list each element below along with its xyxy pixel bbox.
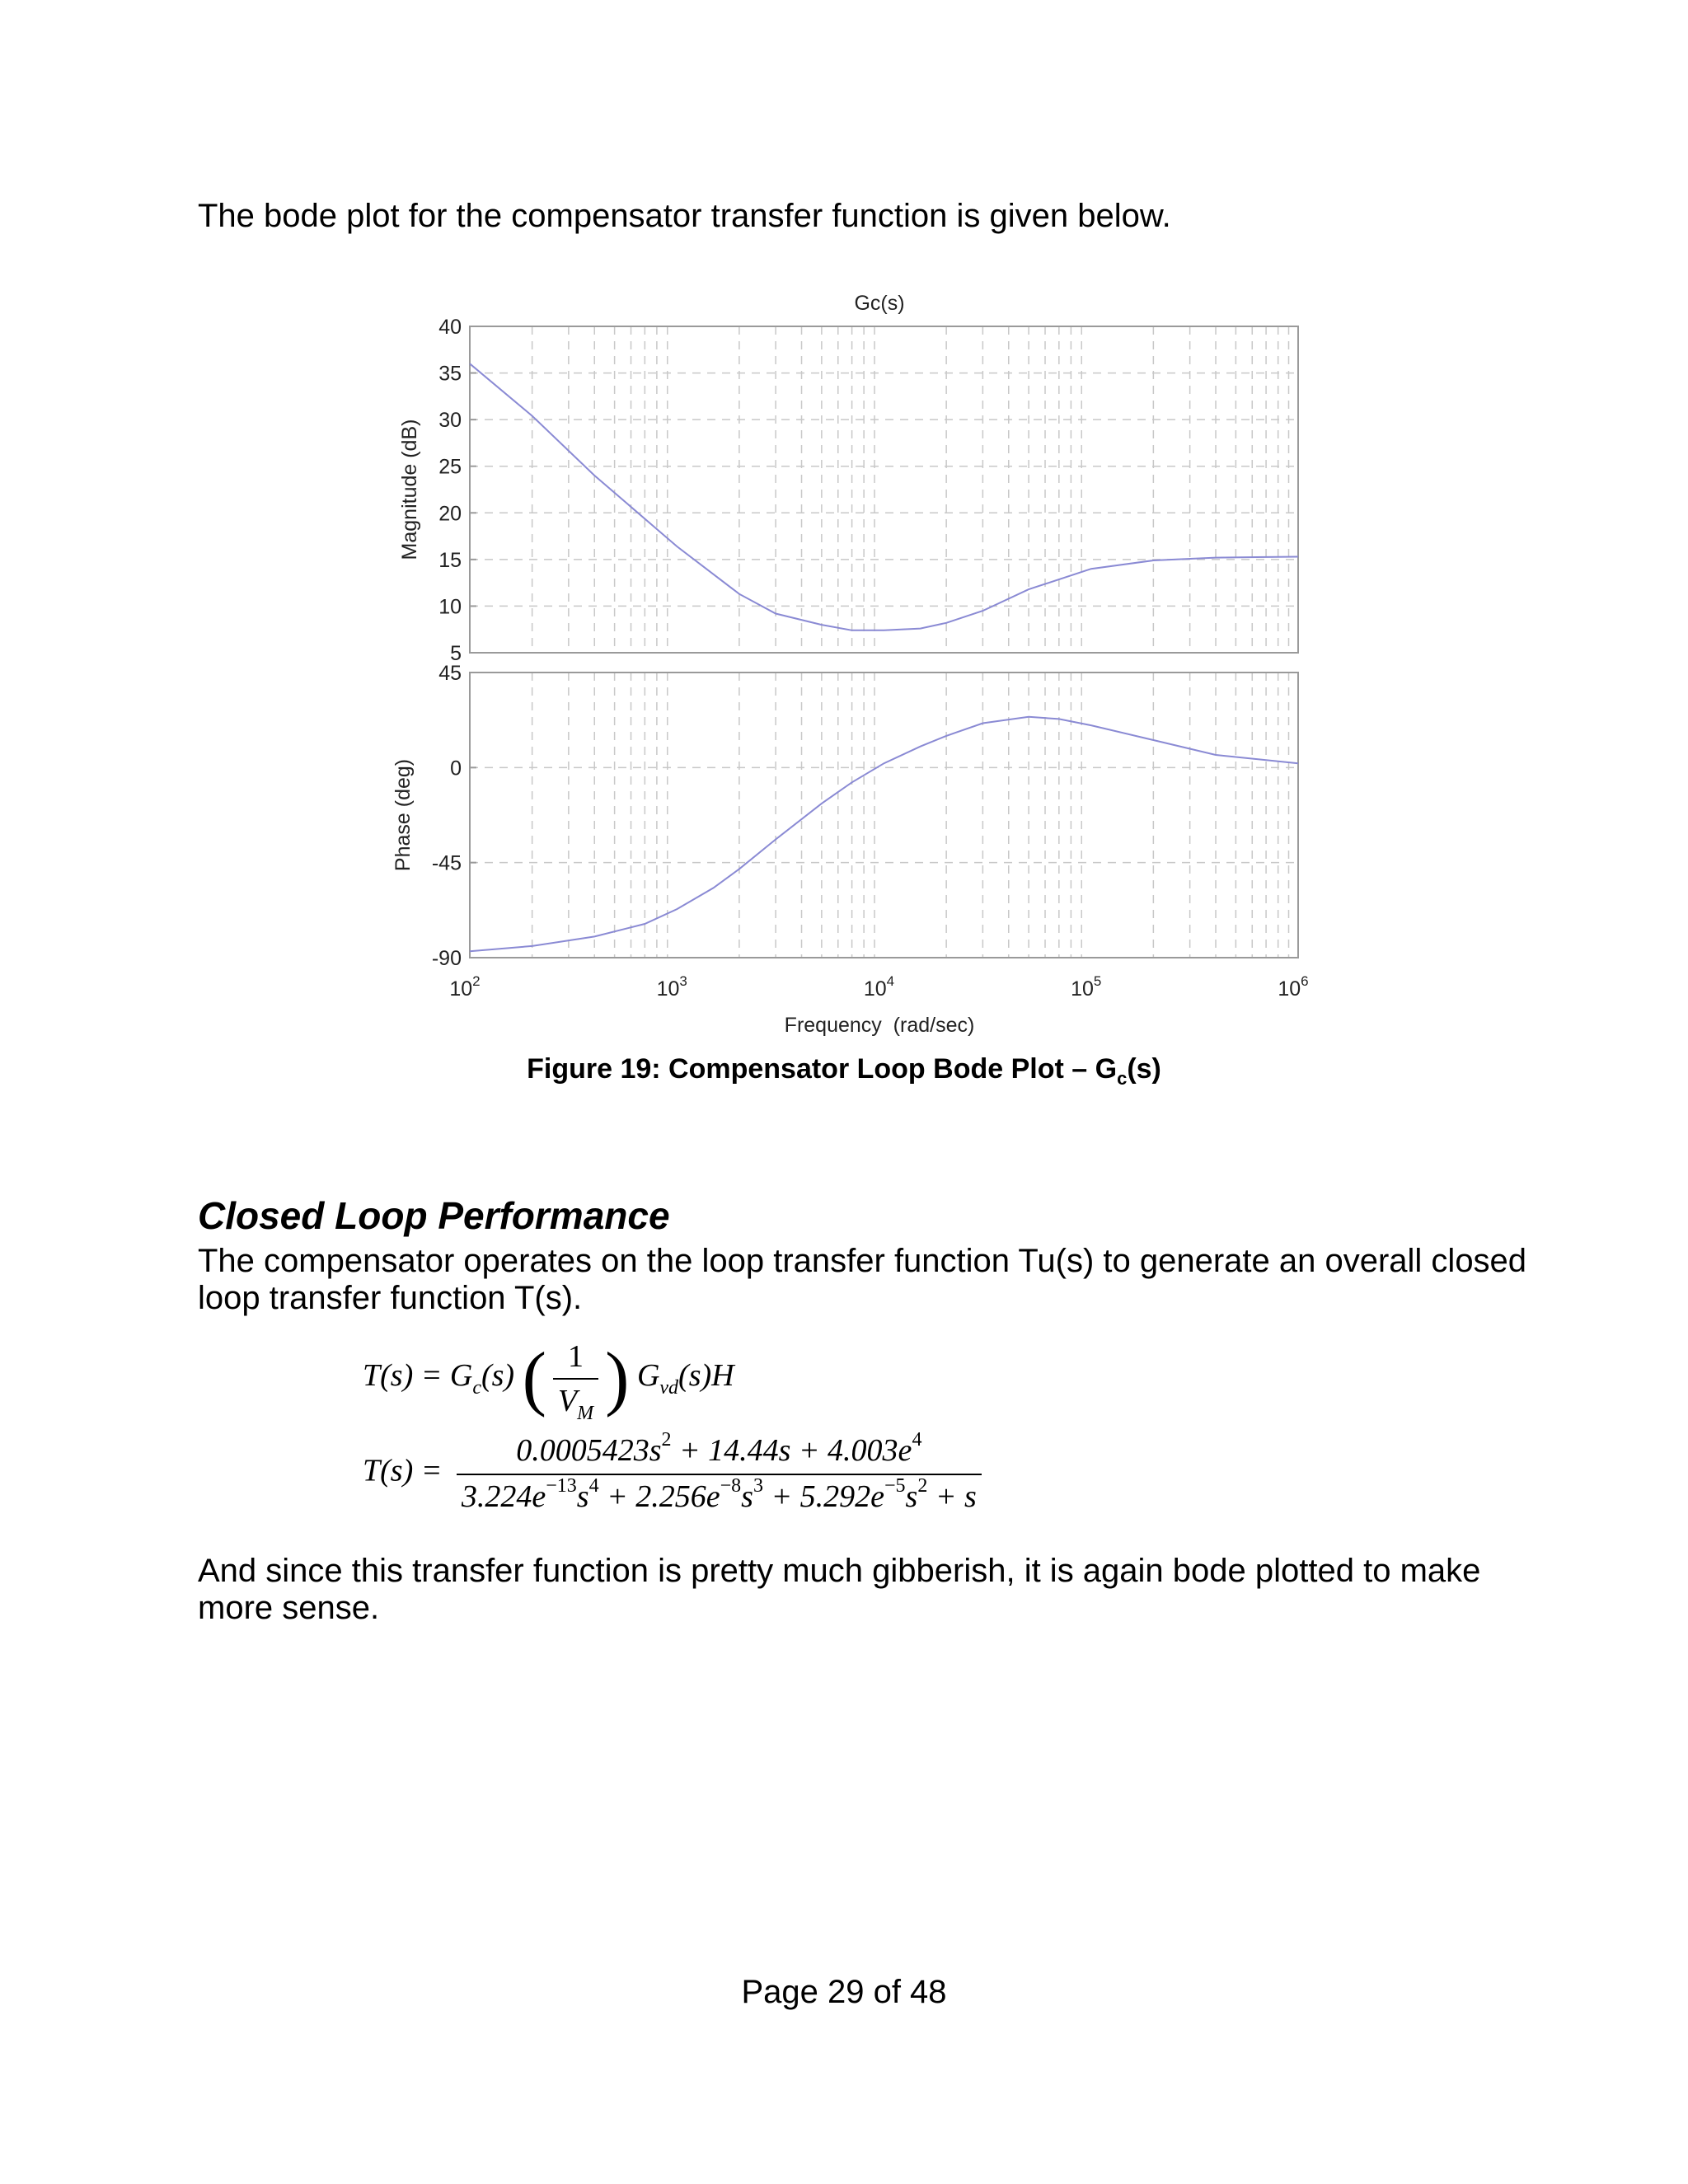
magnitude-grid [470, 326, 1298, 653]
magnitude-axis-label: Magnitude (dB) [398, 419, 421, 560]
frequency-tick-label: $10^5$ [1071, 973, 1102, 1001]
eq1-frac-numerator: 1 [553, 1338, 598, 1380]
intro-paragraph: The bode plot for the compensator transfer function is given below. [198, 198, 1171, 234]
magnitude-ytick-label: 5 [450, 642, 462, 665]
equation-t-of-s-definition [363, 1337, 734, 1424]
magnitude-ytick-label: 25 [438, 455, 462, 479]
eq2-fraction [457, 1429, 982, 1515]
eq1-g: G [636, 1358, 660, 1394]
phase-ytick-label: 45 [438, 662, 462, 685]
eq2-denominator-term: 3.224e [461, 1479, 546, 1514]
frequency-tick-label: $10^6$ [1278, 973, 1309, 1001]
eq2-numerator-superscript: 4 [912, 1429, 922, 1451]
eq2-denominator-superscript: −8 [720, 1475, 742, 1497]
eq2-numerator-superscript: 2 [661, 1429, 672, 1451]
frequency-tick-label: $10^3$ [656, 973, 687, 1001]
eq1-vm-subscript: M [577, 1402, 594, 1424]
section-heading: Closed Loop Performance [198, 1194, 670, 1237]
caption-suffix: (s) [1127, 1053, 1161, 1085]
magnitude-ytick-label: 10 [438, 595, 462, 619]
figure-caption [0, 1053, 1688, 1090]
magnitude-ticks [438, 316, 476, 665]
closed-loop-paragraph: The compensator operates on the loop transfer function Tu(s) to generate an overall closed loop transfer function T(s). [198, 1243, 1527, 1316]
eq1-gvd-subscript: vd [659, 1377, 679, 1399]
eq1-left-paren: ( [522, 1338, 546, 1418]
eq2-denominator-term: + s [927, 1479, 977, 1514]
phase-ytick-label: -90 [431, 947, 462, 970]
magnitude-ytick-label: 15 [438, 548, 462, 572]
eq2-denominator-term: s [905, 1479, 918, 1514]
caption-prefix: Figure 19: Compensator Loop Bode Plot – G [527, 1053, 1118, 1085]
eq1-frac-denominator [553, 1380, 598, 1424]
eq1-right-paren: ) [605, 1338, 630, 1418]
eq2-denominator-superscript: 2 [917, 1475, 928, 1497]
eq1-gc-subscript: c [472, 1377, 481, 1399]
eq1-lhs: T(s) = G [363, 1358, 473, 1394]
eq2-numerator-term: 0.0005423s [516, 1433, 662, 1468]
eq2-denominator-superscript: 3 [753, 1475, 763, 1497]
eq2-denominator-superscript: −5 [884, 1475, 906, 1497]
phase-ytick-label: 0 [450, 757, 462, 780]
frequency-tick-label: $10^4$ [863, 973, 895, 1001]
eq1-vm: V [557, 1383, 578, 1418]
page-footer: Page 29 of 48 [741, 1974, 947, 2010]
eq1-rhs-tail: (s)H [678, 1358, 734, 1394]
phase-grid [470, 673, 1298, 958]
eq2-numerator-term: + 14.44s + 4.003e [671, 1433, 912, 1468]
phase-ytick-label: -45 [431, 851, 462, 875]
equation-t-of-s-expanded [363, 1429, 988, 1515]
caption-subscript: c [1117, 1067, 1128, 1089]
eq2-denominator-term: + 5.292e [762, 1479, 884, 1514]
eq2-denominator-superscript: 4 [588, 1475, 599, 1497]
frequency-tick-label: $10^2$ [449, 973, 481, 1001]
eq2-denominator [457, 1475, 982, 1515]
bode-plot [0, 0, 1688, 1063]
chart-title: Gc(s) [854, 292, 905, 315]
eq2-denominator-term: s [741, 1479, 753, 1514]
magnitude-ytick-label: 35 [438, 362, 462, 386]
eq1-gc-tail: (s) [481, 1358, 515, 1394]
eq2-denominator-term: s [576, 1479, 589, 1514]
outro-paragraph: And since this transfer function is pretty much gibberish, it is again bode plotted to make more sense. [198, 1553, 1481, 1626]
phase-axis-label: Phase (deg) [392, 758, 415, 872]
magnitude-ytick-label: 30 [438, 409, 462, 433]
eq1-fraction [553, 1338, 598, 1424]
eq2-denominator-superscript: −13 [546, 1475, 577, 1497]
magnitude-ytick-label: 20 [438, 502, 462, 526]
frequency-ticks [449, 973, 1308, 1001]
eq2-numerator [457, 1429, 982, 1475]
eq2-lhs: T(s) = [363, 1453, 443, 1488]
magnitude-ytick-label: 40 [438, 316, 462, 339]
eq2-denominator-term: + 2.256e [598, 1479, 720, 1514]
frequency-axis-label: Frequency (rad/sec) [784, 1014, 975, 1037]
